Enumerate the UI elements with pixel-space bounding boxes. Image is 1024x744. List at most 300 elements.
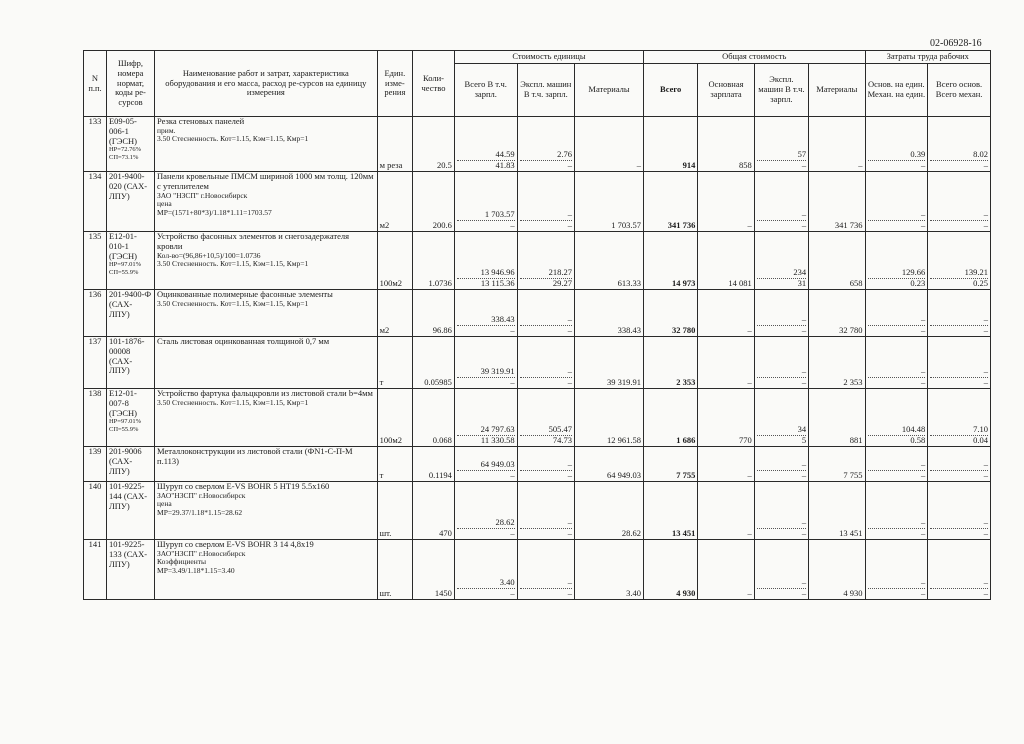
- value-lower: –: [983, 528, 988, 538]
- value-upper: 3.40: [457, 578, 515, 589]
- value-lower: –: [983, 160, 988, 170]
- value: 96.86: [432, 325, 452, 336]
- cell-stack: [520, 425, 572, 446]
- work-name: Устройство фасонных элементов и снегозадержателя кровли: [157, 231, 350, 251]
- value-upper: 13 946.96: [457, 268, 515, 279]
- value: 14 973: [671, 278, 696, 289]
- cell-number: [84, 290, 107, 337]
- cell-stack: [930, 367, 988, 388]
- value: шт.: [379, 528, 392, 539]
- cell-unit: [377, 540, 413, 600]
- cell-uc-total: [454, 447, 517, 482]
- value-lower: –: [567, 160, 573, 170]
- value: т: [379, 470, 384, 481]
- col-header-tc-salary: Основная зарплата: [698, 64, 754, 117]
- value-lower: –: [510, 588, 515, 598]
- value: 100м2: [379, 278, 402, 289]
- code-text: Е12-01-010-1 (ГЭСН): [108, 231, 137, 261]
- value: 914: [682, 160, 696, 171]
- value: –: [747, 220, 752, 231]
- cell-stack: [520, 460, 572, 481]
- cell-unit: [377, 389, 413, 447]
- cell-uc-mat: [575, 117, 644, 172]
- cell-stack: [930, 518, 988, 539]
- value: 138: [88, 388, 102, 398]
- group-header-labor: Затраты труда рабочих: [865, 51, 990, 64]
- value-lower: –: [983, 377, 988, 387]
- value-lower: –: [801, 588, 807, 598]
- value-lower: 74.73: [552, 435, 573, 445]
- cell-stack: [457, 578, 515, 599]
- cell-uc-mach: [517, 482, 574, 540]
- value-upper: –: [868, 578, 926, 589]
- value-lower: –: [510, 470, 515, 480]
- cell-stack: [930, 150, 988, 171]
- cell-lab-unit: [865, 482, 928, 540]
- cell-tc-total: [644, 540, 698, 600]
- work-note: Кол-во=(96,86+10,5)/100=1.0736: [157, 250, 261, 260]
- cell-qty: [413, 232, 455, 290]
- col-header-uc-mach: Экспл. машин В т.ч. зарпл.: [517, 64, 574, 117]
- work-note: МР=(1571+80*3)/1.18*1.11=1703.57: [157, 207, 272, 217]
- cell-stack: [930, 210, 988, 231]
- cell-lab-total: [928, 232, 991, 290]
- cell-stack: [930, 315, 988, 336]
- value: 32 780: [839, 325, 863, 336]
- value-lower: –: [801, 470, 807, 480]
- value-upper: 24 797.63: [457, 425, 515, 436]
- cell-name: [155, 337, 378, 389]
- cell-tc-salary: [698, 117, 754, 172]
- value: шт.: [379, 588, 392, 599]
- cell-uc-total: [454, 540, 517, 600]
- value: 341 736: [667, 220, 696, 231]
- col-header-name: Наименование работ и затрат, характеристика оборудования и его масса, расход ре-сурсов на единицу измерения: [155, 51, 378, 117]
- cell-stack: [457, 150, 515, 171]
- cell-number: [84, 337, 107, 389]
- cell-uc-mat: [575, 337, 644, 389]
- code-text: Е09-05-006-1 (ГЭСН): [108, 116, 137, 146]
- value-lower: –: [567, 220, 573, 230]
- value-upper: –: [868, 367, 926, 378]
- value-lower: 29.27: [552, 278, 573, 288]
- cell-uc-mat: [575, 232, 644, 290]
- value-lower: 5: [801, 435, 807, 445]
- cell-tc-mat: [809, 447, 865, 482]
- value: 140: [88, 481, 102, 491]
- col-header-lab-unit: Основ. на един. Механ. на един.: [865, 64, 928, 117]
- value: 13 451: [839, 528, 863, 539]
- value-lower: –: [567, 325, 573, 335]
- cell-stack: [520, 210, 572, 231]
- value: 1 703.57: [611, 220, 641, 231]
- cell-number: [84, 540, 107, 600]
- cell-stack: [520, 150, 572, 171]
- value-lower: –: [801, 220, 807, 230]
- cell-uc-total: [454, 172, 517, 232]
- value-lower: –: [510, 325, 515, 335]
- cell-lab-total: [928, 447, 991, 482]
- cell-tc-mat: [809, 172, 865, 232]
- cell-uc-mach: [517, 540, 574, 600]
- cell-stack: [868, 315, 926, 336]
- cell-tc-mach: [754, 117, 808, 172]
- value: 32 780: [671, 325, 696, 336]
- value: 4 930: [843, 588, 863, 599]
- value-upper: 129.66: [868, 268, 926, 279]
- value-lower: –: [920, 470, 926, 480]
- cell-lab-total: [928, 117, 991, 172]
- cell-uc-mach: [517, 172, 574, 232]
- value: м2: [379, 325, 390, 336]
- value-lower: –: [983, 220, 988, 230]
- value-upper: –: [868, 315, 926, 326]
- value-lower: –: [983, 588, 988, 598]
- cell-stack: [457, 210, 515, 231]
- work-note: цена: [157, 199, 172, 209]
- cell-stack: [868, 578, 926, 599]
- code-text: 101-9225-133 (САХ-ЛПУ): [108, 539, 148, 569]
- col-header-n: N п.п.: [84, 51, 107, 117]
- work-note: МР=3.49/1.18*1.15=3.40: [157, 566, 235, 576]
- cell-uc-mach: [517, 117, 574, 172]
- table-row: [84, 172, 991, 232]
- col-header-tc-mach: Экспл. машин В т.ч. зарпл.: [754, 64, 808, 117]
- cell-uc-mat: [575, 482, 644, 540]
- col-header-qty: Коли-чество: [413, 51, 455, 117]
- estimate-table: [83, 50, 991, 600]
- cell-stack: [457, 460, 515, 481]
- value: 12 961.58: [607, 435, 641, 446]
- value: 2 353: [676, 377, 696, 388]
- cell-qty: [413, 117, 455, 172]
- cell-stack: [868, 518, 926, 539]
- value: 0.068: [432, 435, 452, 446]
- value-upper: 64 949.03: [457, 460, 515, 471]
- value: 881: [849, 435, 863, 446]
- value: –: [747, 377, 752, 388]
- value: –: [747, 528, 752, 539]
- work-note: 3.50 Стесненность. Кот=1.15, Кэм=1.15, Кмр=1: [157, 134, 309, 144]
- cell-code: [106, 117, 154, 172]
- cell-tc-salary: [698, 540, 754, 600]
- work-note: ЗАО"НЗСП" г.Новосибирск: [157, 490, 246, 500]
- cell-code: [106, 447, 154, 482]
- value: 4 930: [676, 588, 696, 599]
- cell-stack: [868, 150, 926, 171]
- value: 141: [88, 539, 102, 549]
- code-overhead: НР=72.76% СП=73.1%: [108, 146, 141, 161]
- cell-lab-total: [928, 290, 991, 337]
- cell-uc-mach: [517, 389, 574, 447]
- value-upper: 234: [757, 268, 806, 279]
- cell-stack: [757, 315, 806, 336]
- cell-qty: [413, 337, 455, 389]
- cell-lab-total: [928, 482, 991, 540]
- cell-stack: [520, 578, 572, 599]
- col-header-tc-mat: Материалы: [809, 64, 865, 117]
- cell-uc-mat: [575, 389, 644, 447]
- cell-uc-mat: [575, 290, 644, 337]
- cell-uc-total: [454, 389, 517, 447]
- value-lower: –: [567, 470, 573, 480]
- cell-tc-total: [644, 172, 698, 232]
- col-header-uc-mat: Материалы: [575, 64, 644, 117]
- cell-uc-mach: [517, 447, 574, 482]
- value: –: [858, 160, 863, 171]
- work-name: Панели кровельные ПМСМ шириной 1000 мм толщ. 120мм с утеплителем: [157, 171, 374, 191]
- cell-stack: [930, 578, 988, 599]
- work-name: Резка стеновых панелей: [157, 116, 245, 126]
- table-row: [84, 447, 991, 482]
- cell-unit: [377, 172, 413, 232]
- cell-stack: [457, 518, 515, 539]
- value-lower: 13 115.36: [480, 278, 515, 288]
- value-upper: –: [520, 518, 572, 529]
- cell-number: [84, 117, 107, 172]
- cell-lab-total: [928, 540, 991, 600]
- cell-tc-mat: [809, 117, 865, 172]
- cell-stack: [520, 315, 572, 336]
- cell-tc-mat: [809, 290, 865, 337]
- value-upper: 39 319.91: [457, 367, 515, 378]
- value-lower: –: [801, 528, 807, 538]
- cell-qty: [413, 389, 455, 447]
- cell-stack: [757, 425, 806, 446]
- code-text: Е12-01-007-8 (ГЭСН): [108, 388, 137, 418]
- value: м2: [379, 220, 390, 231]
- value-lower: 41.83: [495, 160, 515, 170]
- code-overhead: НР=97.01% СП=55.9%: [108, 261, 141, 276]
- cell-uc-total: [454, 482, 517, 540]
- value: 658: [849, 278, 863, 289]
- cell-lab-unit: [865, 290, 928, 337]
- value-lower: –: [510, 220, 515, 230]
- cell-name: [155, 389, 378, 447]
- value-lower: –: [510, 528, 515, 538]
- value-lower: –: [801, 377, 807, 387]
- cell-tc-mat: [809, 232, 865, 290]
- value-lower: –: [920, 160, 926, 170]
- value-upper: 2.76: [520, 150, 572, 161]
- value: 20.5: [437, 160, 452, 171]
- value: 64 949.03: [607, 470, 641, 481]
- cell-tc-mach: [754, 482, 808, 540]
- value: м реза: [379, 160, 403, 171]
- cell-stack: [930, 268, 988, 289]
- value: 39 319.91: [607, 377, 641, 388]
- cell-name: [155, 290, 378, 337]
- cell-stack: [457, 367, 515, 388]
- value-upper: –: [868, 460, 926, 471]
- cell-qty: [413, 447, 455, 482]
- cell-code: [106, 337, 154, 389]
- value-lower: 0.25: [973, 278, 988, 288]
- value: –: [747, 325, 752, 336]
- cell-stack: [520, 268, 572, 289]
- cell-qty: [413, 290, 455, 337]
- value-lower: –: [920, 588, 926, 598]
- cell-unit: [377, 482, 413, 540]
- value: 139: [88, 446, 102, 456]
- work-note: 3.50 Стесненность. Кот=1.15, Кэм=1.15, Кмр=1: [157, 259, 309, 269]
- cell-lab-unit: [865, 232, 928, 290]
- cell-stack: [868, 268, 926, 289]
- cell-code: [106, 290, 154, 337]
- work-note: ЗАО "НЗСП" г.Новосибирск: [157, 190, 248, 200]
- cell-tc-total: [644, 482, 698, 540]
- value: 613.33: [617, 278, 641, 289]
- cell-tc-mat: [809, 389, 865, 447]
- cell-tc-salary: [698, 232, 754, 290]
- value-upper: –: [757, 210, 806, 221]
- value-upper: 8.02: [930, 150, 988, 161]
- table-row: [84, 232, 991, 290]
- cell-qty: [413, 482, 455, 540]
- cell-tc-mat: [809, 337, 865, 389]
- cell-stack: [520, 367, 572, 388]
- cell-tc-total: [644, 389, 698, 447]
- value-upper: 28.62: [457, 518, 515, 529]
- code-text: 101-1876-00008 (САХ-ЛПУ): [108, 336, 145, 376]
- value: 470: [439, 528, 452, 539]
- cell-uc-mach: [517, 290, 574, 337]
- cell-unit: [377, 290, 413, 337]
- value-upper: –: [868, 210, 926, 221]
- value-upper: 7.10: [930, 425, 988, 436]
- value-lower: –: [567, 377, 573, 387]
- cell-lab-unit: [865, 389, 928, 447]
- cell-lab-unit: [865, 447, 928, 482]
- cell-stack: [457, 425, 515, 446]
- cell-stack: [868, 367, 926, 388]
- group-header-unit-cost: Стоимость единицы: [454, 51, 643, 64]
- cell-tc-salary: [698, 337, 754, 389]
- work-name: Оцинкованные полимерные фасонные элементы: [157, 289, 333, 299]
- value: 100м2: [379, 435, 402, 446]
- value-upper: –: [930, 460, 988, 471]
- value: 1.0736: [428, 278, 452, 289]
- value-upper: 34: [757, 425, 806, 436]
- cell-stack: [520, 518, 572, 539]
- cell-number: [84, 172, 107, 232]
- value-lower: –: [920, 325, 926, 335]
- cell-name: [155, 232, 378, 290]
- cell-tc-salary: [698, 290, 754, 337]
- value: 7 755: [843, 470, 863, 481]
- cell-qty: [413, 172, 455, 232]
- cell-stack: [868, 460, 926, 481]
- value-lower: –: [801, 160, 807, 170]
- value-upper: –: [757, 367, 806, 378]
- cell-stack: [868, 425, 926, 446]
- cell-name: [155, 117, 378, 172]
- value-upper: –: [930, 210, 988, 221]
- cell-code: [106, 389, 154, 447]
- table-row: [84, 540, 991, 600]
- code-overhead: НР=97.01% СП=55.9%: [108, 418, 141, 433]
- cell-stack: [757, 518, 806, 539]
- value-lower: 0.04: [973, 435, 988, 445]
- table-row: [84, 482, 991, 540]
- value-upper: 1 703.57: [457, 210, 515, 221]
- value: –: [747, 588, 752, 599]
- cell-uc-total: [454, 290, 517, 337]
- cell-qty: [413, 540, 455, 600]
- cell-lab-total: [928, 337, 991, 389]
- code-text: 201-9006 (САХ-ЛПУ): [108, 446, 142, 476]
- value-lower: 0.58: [910, 435, 926, 445]
- value-upper: 505.47: [520, 425, 572, 436]
- cell-tc-mach: [754, 389, 808, 447]
- value-upper: –: [520, 367, 572, 378]
- document-id: 02-06928-16: [930, 38, 982, 49]
- cell-tc-mat: [809, 540, 865, 600]
- work-note: ЗАО"НЗСП" г.Новосибирск: [157, 548, 246, 558]
- value-upper: –: [757, 518, 806, 529]
- cell-unit: [377, 232, 413, 290]
- cell-tc-mach: [754, 290, 808, 337]
- value-upper: 44.59: [457, 150, 515, 161]
- cell-stack: [757, 460, 806, 481]
- cell-unit: [377, 117, 413, 172]
- work-note: МР=29.37/1.18*1.15=28.62: [157, 508, 243, 518]
- value-upper: –: [757, 460, 806, 471]
- table-row: [84, 290, 991, 337]
- cell-code: [106, 540, 154, 600]
- value-lower: –: [920, 220, 926, 230]
- cell-number: [84, 389, 107, 447]
- value-lower: –: [983, 325, 988, 335]
- cell-uc-total: [454, 117, 517, 172]
- cell-tc-mach: [754, 172, 808, 232]
- cell-tc-salary: [698, 172, 754, 232]
- value-lower: –: [510, 377, 515, 387]
- value: –: [747, 470, 752, 481]
- cell-tc-mach: [754, 337, 808, 389]
- value-upper: 104.48: [868, 425, 926, 436]
- value-upper: 0.39: [868, 150, 926, 161]
- group-header-total-cost: Общая стоимость: [644, 51, 866, 64]
- cell-uc-mat: [575, 447, 644, 482]
- work-name: Шуруп со сверлом E-VS BOHR 3 14 4,8х19: [157, 539, 314, 549]
- cell-tc-total: [644, 117, 698, 172]
- cell-lab-total: [928, 172, 991, 232]
- cell-unit: [377, 447, 413, 482]
- value: 13 451: [671, 528, 696, 539]
- cell-code: [106, 482, 154, 540]
- cell-tc-total: [644, 337, 698, 389]
- value: 134: [88, 171, 102, 181]
- value: 338.43: [617, 325, 641, 336]
- value-upper: –: [520, 460, 572, 471]
- value: 1 686: [676, 435, 696, 446]
- value-upper: –: [930, 578, 988, 589]
- cell-tc-total: [644, 447, 698, 482]
- value-upper: –: [930, 367, 988, 378]
- code-text: 201-9400-Ф (САХ-ЛПУ): [108, 289, 152, 319]
- cell-stack: [757, 150, 806, 171]
- value-lower: –: [920, 528, 926, 538]
- cell-stack: [757, 367, 806, 388]
- cell-uc-mat: [575, 540, 644, 600]
- work-name: Шуруп со сверлом E-VS BOHR 5 HT19 5.5х160: [157, 481, 330, 491]
- table-row: [84, 337, 991, 389]
- cell-number: [84, 482, 107, 540]
- value-lower: –: [567, 528, 573, 538]
- table-row: [84, 117, 991, 172]
- cell-tc-salary: [698, 389, 754, 447]
